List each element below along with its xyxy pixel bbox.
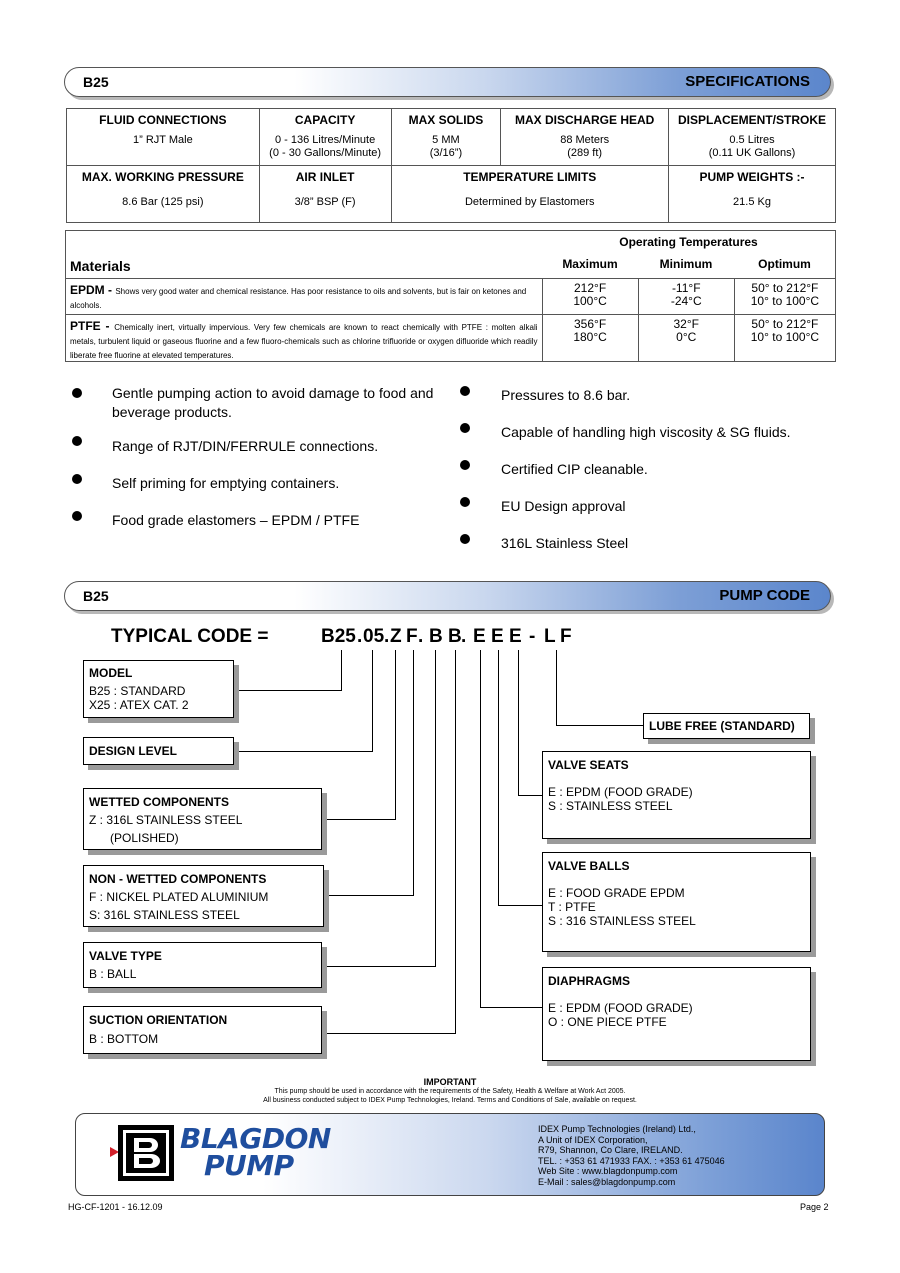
non-wetted-components-box: NON - WETTED COMPONENTS F : NICKEL PLATED ALUMINIUM S: 316L STAINLESS STEEL [83, 865, 324, 927]
connector-line [455, 650, 456, 1034]
valve-seats-box: VALVE SEATS E : EPDM (FOOD GRADE) S : STAINLESS STEEL [542, 751, 811, 839]
epdm-opt-temp: 50° to 212°F 10° to 100°C [734, 279, 835, 315]
code-diaphragm: E [473, 626, 486, 647]
connector-line [322, 966, 436, 967]
feature-bullet: 316L Stainless Steel [501, 535, 629, 551]
epdm-max-temp: 212°F 100°C [542, 279, 638, 315]
materials-title: Materials [70, 258, 131, 274]
spec-cell: FLUID CONNECTIONS 1” RJT Male [67, 109, 260, 166]
specifications-table [66, 108, 836, 223]
code-suction: B [448, 626, 462, 647]
op-temps-header: Operating Temperatures Maximum Minimum Optimum [542, 231, 836, 279]
logo-text-line1: BLAGDON [180, 1122, 331, 1155]
important-line-2: All business conducted subject to IDEX Pump Technologies, Ireland. Terms and Conditions of Sale, available on request. [263, 1097, 637, 1104]
connector-line [556, 650, 557, 726]
wetted-components-box: WETTED COMPONENTS Z : 316L STAINLESS STEEL (POLISHED) [83, 788, 322, 850]
materials-title-cell [66, 231, 543, 279]
spec-cell: MAX DISCHARGE HEAD 88 Meters (289 ft) [501, 109, 669, 166]
design-level-box: DESIGN LEVEL [83, 737, 234, 765]
page-number: Page 2 [800, 1202, 829, 1212]
ptfe-opt-temp: 50° to 212°F 10° to 100°C [734, 315, 835, 362]
specifications-header-bar [64, 67, 831, 97]
connector-line [372, 650, 373, 752]
connector-line [498, 905, 543, 906]
bullet-dot [72, 474, 82, 484]
connector-line [234, 751, 373, 752]
spec-cell: MAX SOLIDS 5 MM (3/16”) [391, 109, 501, 166]
spec-cell: PUMP WEIGHTS :- 21.5 Kg [669, 166, 836, 223]
code-sep: . [418, 626, 424, 647]
bullet-dot [460, 460, 470, 470]
connector-line [556, 725, 644, 726]
valve-balls-box: VALVE BALLS E : FOOD GRADE EPDM T : PTFE S : 316 STAINLESS STEEL [542, 852, 811, 952]
bullet-dot [460, 423, 470, 433]
code-seats: E [509, 626, 522, 647]
connector-line [341, 650, 342, 690]
materials-table [65, 230, 836, 362]
code-wetted: Z [390, 626, 402, 647]
material-row-ptfe: PTFE - Chemically inert, virtually impervious. Very few chemicals are known to react chemically with PTFE : molten alkali metals, turbulent liquid or gaseous fluorine and a few fluoro-chemicals such as chlorine trifluoride or oxygen difluoride which readily liberate free fluorine at elevated temperatures. [66, 315, 543, 362]
connector-line [435, 650, 436, 967]
blagdon-logo [110, 1123, 350, 1185]
connector-line [322, 1033, 456, 1034]
feature-bullet: Range of RJT/DIN/FERRULE connections. [112, 438, 379, 454]
code-dash: - [529, 626, 536, 647]
code-nonwetted: F [406, 626, 418, 647]
spec-cell: AIR INLET 3/8” BSP (F) [259, 166, 391, 223]
feature-bullet: Gentle pumping action to avoid damage to food and beverage products. [112, 385, 434, 420]
code-bar-model: B25 [83, 588, 109, 604]
lube-free-box: LUBE FREE (STANDARD) [643, 713, 810, 739]
bullet-dot [460, 534, 470, 544]
document-reference: HG-CF-1201 - 16.12.09 [68, 1202, 163, 1212]
code-design: 05 [363, 626, 385, 647]
valve-type-box: VALVE TYPE B : BALL [83, 942, 322, 988]
connector-line [518, 650, 519, 796]
code-bar-title: PUMP CODE [719, 587, 810, 604]
feature-bullet: Certified CIP cleanable. [501, 461, 648, 477]
epdm-min-temp: -11°F -24°C [638, 279, 734, 315]
connector-line [234, 690, 342, 691]
important-title: IMPORTANT [423, 1077, 477, 1087]
ptfe-max-temp: 356°F 180°C [542, 315, 638, 362]
code-valvetype: B [429, 626, 443, 647]
code-balls: E [491, 626, 504, 647]
code-sep: . [461, 626, 467, 647]
spec-bar-model: B25 [83, 74, 109, 90]
bullet-dot [72, 436, 82, 446]
connector-line [324, 895, 414, 896]
connector-line [480, 1007, 543, 1008]
feature-bullet: Pressures to 8.6 bar. [501, 387, 631, 403]
feature-bullet: Self priming for emptying containers. [112, 475, 340, 491]
spec-cell: CAPACITY 0 - 136 Litres/Minute (0 - 30 Gallons/Minute) [259, 109, 391, 166]
ptfe-min-temp: 32°F 0°C [638, 315, 734, 362]
feature-bullet: Food grade elastomers – EPDM / PTFE [112, 512, 360, 528]
feature-bullet: Capable of handling high viscosity & SG fluids. [501, 424, 791, 440]
code-sep: . [384, 626, 390, 647]
connector-line [413, 650, 414, 896]
code-sep: . [357, 626, 363, 647]
blagdon-logo-mark-icon [110, 1123, 180, 1185]
bullet-dot [72, 388, 82, 398]
spec-cell: DISPLACEMENT/STROKE 0.5 Litres (0.11 UK Gallons) [669, 109, 836, 166]
connector-line [395, 650, 396, 820]
logo-text-line2: PUMP [204, 1149, 294, 1182]
spec-bar-title: SPECIFICATIONS [685, 73, 810, 90]
connector-line [518, 795, 543, 796]
bullet-dot [460, 386, 470, 396]
pump-code-header-bar [64, 581, 831, 611]
connector-line [480, 650, 481, 1008]
bullet-dot [72, 511, 82, 521]
suction-orientation-box: SUCTION ORIENTATION B : BOTTOM [83, 1006, 322, 1054]
spec-cell: TEMPERATURE LIMITS Determined by Elastomers [391, 166, 669, 223]
bullet-dot [460, 497, 470, 507]
important-line-1: This pump should be used in accordance with the requirements of the Safety, Health & Welfare at Work Act 2005. [274, 1088, 626, 1095]
code-model: B25 [321, 626, 356, 647]
connector-line [498, 650, 499, 906]
diaphragms-box: DIAPHRAGMS E : EPDM (FOOD GRADE) O : ONE PIECE PTFE [542, 967, 811, 1061]
code-lube-l: L [544, 626, 556, 647]
company-contact-info: IDEX Pump Technologies (Ireland) Ltd., A Unit of IDEX Corporation, R79, Shannon, Co Clare, IRELAND. TEL. : +353 61 471933 FAX. : +353 61 475046 Web Site : www.blagdonpump.com E-Mail : sales@blagdonpump.com [538, 1124, 725, 1187]
typical-code-label: TYPICAL CODE = [111, 626, 269, 647]
spec-cell: MAX. WORKING PRESSURE 8.6 Bar (125 psi) [67, 166, 260, 223]
material-row-epdm: EPDM - Shows very good water and chemical resistance. Has poor resistance to oils and solvents, but is fair on ketones and alcohols. [66, 279, 543, 315]
code-lube-f: F [560, 626, 572, 647]
model-box: MODEL B25 : STANDARD X25 : ATEX CAT. 2 [83, 660, 234, 718]
feature-bullet: EU Design approval [501, 498, 626, 514]
connector-line [322, 819, 396, 820]
